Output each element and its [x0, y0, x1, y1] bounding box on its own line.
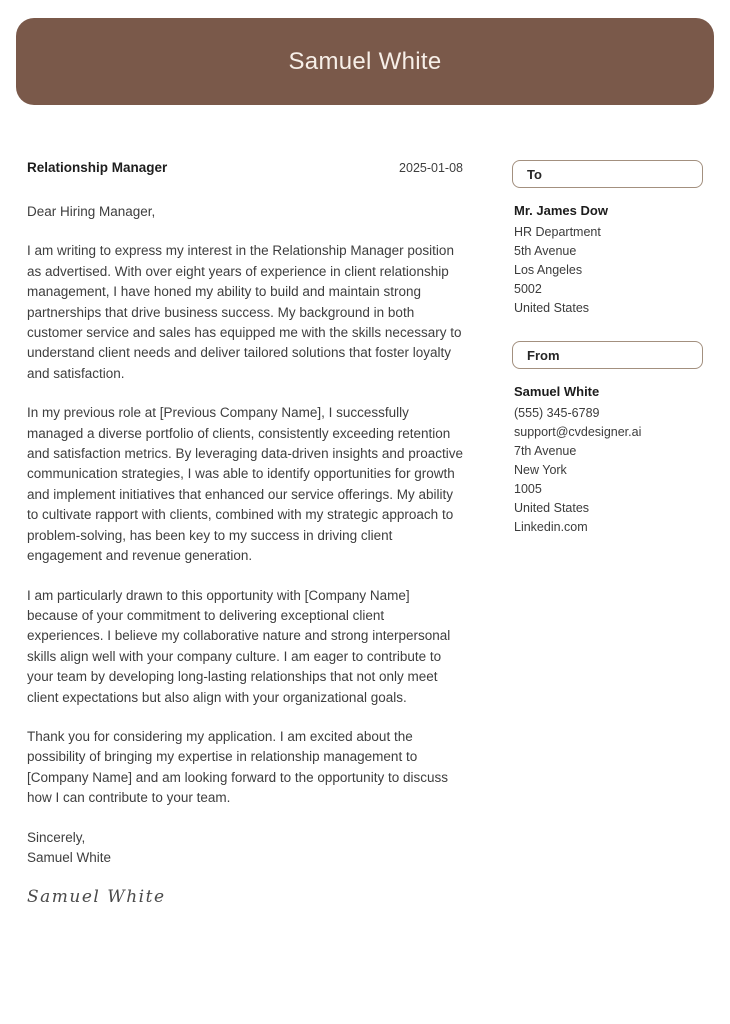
recipient-line-department: HR Department	[514, 225, 601, 239]
sender-line-email: support@cvdesigner.ai	[514, 425, 642, 439]
letter-paragraph-2: In my previous role at [Previous Company Name], I successfully managed a diverse portfolio of clients, consistently exceeding retention and satisfaction metrics. By leveraging data-driven insights and proactive communication strategies, I was able to identify opportunities for growth and implement initiatives that enhanced our service offerings. My ability to cultivate rapport with clients, combined with my strategic approach to problem-solving, has been key to my success in driving client engagement and revenue generation.	[27, 405, 463, 564]
closing-name: Samuel White	[27, 849, 112, 865]
sender-line-country: United States	[514, 501, 590, 515]
letter-title-row	[27, 160, 463, 175]
header-banner	[16, 18, 714, 105]
job-title: Relationship Manager	[27, 160, 168, 175]
recipient-line-city: Los Angeles	[514, 263, 583, 277]
recipient-details	[514, 201, 703, 318]
contact-sidebar	[512, 160, 703, 907]
closing-block	[27, 828, 463, 869]
letter-date: 2025-01-08	[399, 161, 463, 175]
sender-line-city: New York	[514, 463, 567, 477]
letter-paragraph-3: I am particularly drawn to this opportunity with [Company Name] because of your commitment to delivering exceptional client experiences. I believe my collaborative nature and strong interpersonal skills align well with your company culture. I am eager to contribute to your team by developing long-lasting relationships that not only meet client expectations but also align with your organizational goals.	[27, 587, 451, 705]
sender-line-zip: 1005	[514, 482, 542, 496]
sender-name: Samuel White	[514, 384, 600, 399]
recipient-line-street: 5th Avenue	[514, 244, 577, 258]
to-field[interactable]	[512, 160, 703, 188]
letter-body	[27, 160, 463, 907]
letter-paragraph-1: I am writing to express my interest in the Relationship Manager position as advertised. With over eight years of experience in client relationship management, I have honed my ability to build and maintain strong partnerships that drive business success. My background in both customer service and sales has equipped me with the skills necessary to understand client needs and deliver tailored solutions that foster loyalty and satisfaction.	[27, 243, 462, 381]
sender-line-phone: (555) 345-6789	[514, 406, 600, 420]
signature-script: Samuel White	[27, 887, 166, 908]
sender-details	[514, 382, 703, 537]
header-name: Samuel White	[288, 47, 442, 75]
letter-paragraph-4: Thank you for considering my application. I am excited about the possibility of bringing my expertise in relationship management to [Company Name] and am looking forward to the opportunity to discuss how I can contribute to your team.	[27, 728, 448, 806]
content-area	[27, 160, 703, 907]
sender-line-street: 7th Avenue	[514, 444, 577, 458]
to-label: To	[527, 166, 542, 182]
recipient-line-country: United States	[514, 301, 590, 315]
from-label: From	[527, 347, 560, 363]
salutation: Dear Hiring Manager,	[27, 204, 156, 219]
from-field[interactable]	[512, 341, 703, 369]
recipient-line-zip: 5002	[514, 282, 542, 296]
closing-word: Sincerely,	[27, 829, 86, 845]
sender-line-linkedin: Linkedin.com	[514, 520, 588, 534]
recipient-name: Mr. James Dow	[514, 203, 608, 218]
